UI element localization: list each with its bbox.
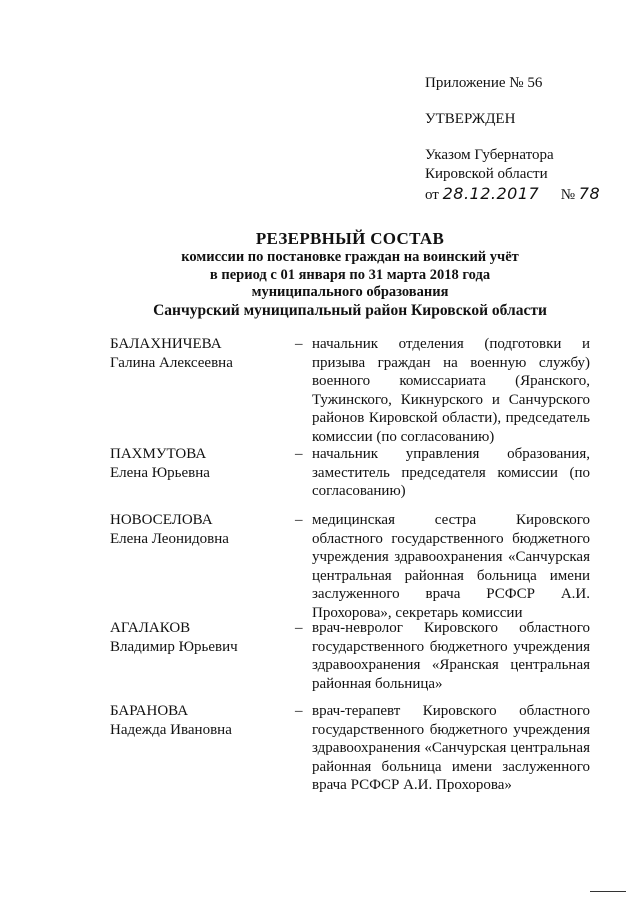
member-name xyxy=(110,445,280,482)
member-given-name: Надежда Ивановна xyxy=(110,721,232,738)
member-given-name: Елена Леонидовна xyxy=(110,530,229,547)
member-surname: БАРАНОВА xyxy=(110,703,189,719)
decree-number: 78 xyxy=(578,184,601,203)
member-surname: БАЛАХНИЧЕВА xyxy=(110,336,222,352)
member-dash: – xyxy=(295,336,303,352)
decree-line-2: Кировской области xyxy=(425,166,548,182)
appendix-number: Приложение № 56 xyxy=(425,75,543,91)
member-name xyxy=(110,335,280,372)
member-dash: – xyxy=(295,512,303,528)
document-title: РЕЗЕРВНЫЙ СОСТАВ xyxy=(255,229,445,248)
number-prefix: № xyxy=(560,187,576,203)
member-role: врач-невролог Кировского областного государственного бюджетного учреждения здравоохранения «Яранская центральная районная больница» xyxy=(312,620,590,692)
approval-block xyxy=(425,74,625,205)
member-given-name: Владимир Юрьевич xyxy=(110,638,238,655)
member-name xyxy=(110,619,280,656)
document-heading xyxy=(60,229,640,319)
member-dash: – xyxy=(295,446,303,462)
decree-date: 28.12.2017 xyxy=(442,184,540,203)
date-prefix: от xyxy=(425,187,439,203)
heading-line-3: муниципального образования xyxy=(251,284,449,300)
member-role: врач-терапевт Кировского областного государственного бюджетного учреждения здравоохранения «Санчурская центральная районная больница имени заслуженного врача РСФСР А.И. Прохорова» xyxy=(312,703,590,793)
member-surname: ПАХМУТОВА xyxy=(110,446,207,462)
member-dash: – xyxy=(295,703,303,719)
heading-line-2: в период с 01 января по 31 марта 2018 года xyxy=(209,266,491,283)
member-role: медицинская сестра Кировского областного государственного бюджетного учреждения здравоохранения «Санчурская центральная районная больница имени заслуженного врача РСФСР А.И. Прохорова», секретарь комиссии xyxy=(312,512,590,621)
member-surname: АГАЛАКОВ xyxy=(110,620,191,636)
member-role: начальник отделения (подготовки и призыва граждан на военную службу) военного комиссариата (Яранского, Тужинского, Кикнурского и Санчурского районов Кировской области), председатель комиссии (по согласованию) xyxy=(312,336,590,445)
member-name xyxy=(110,702,280,739)
member-dash: – xyxy=(295,620,303,636)
member-surname: НОВОСЕЛОВА xyxy=(110,512,213,528)
decree-date-line xyxy=(425,184,625,205)
heading-line-4: Санчурский муниципальный район Кировской области xyxy=(153,301,547,319)
heading-line-1: комиссии по постановке граждан на воинский учёт xyxy=(181,249,519,265)
member-given-name: Галина Алексеевна xyxy=(110,354,233,371)
member-name xyxy=(110,511,280,548)
footer-rule xyxy=(590,891,626,892)
decree-line-1: Указом Губернатора xyxy=(425,147,554,163)
member-role: начальник управления образования, заместитель председателя комиссии (по согласованию) xyxy=(312,446,590,499)
member-given-name: Елена Юрьевна xyxy=(110,464,210,481)
approved-stamp: УТВЕРЖДЕН xyxy=(425,111,516,127)
